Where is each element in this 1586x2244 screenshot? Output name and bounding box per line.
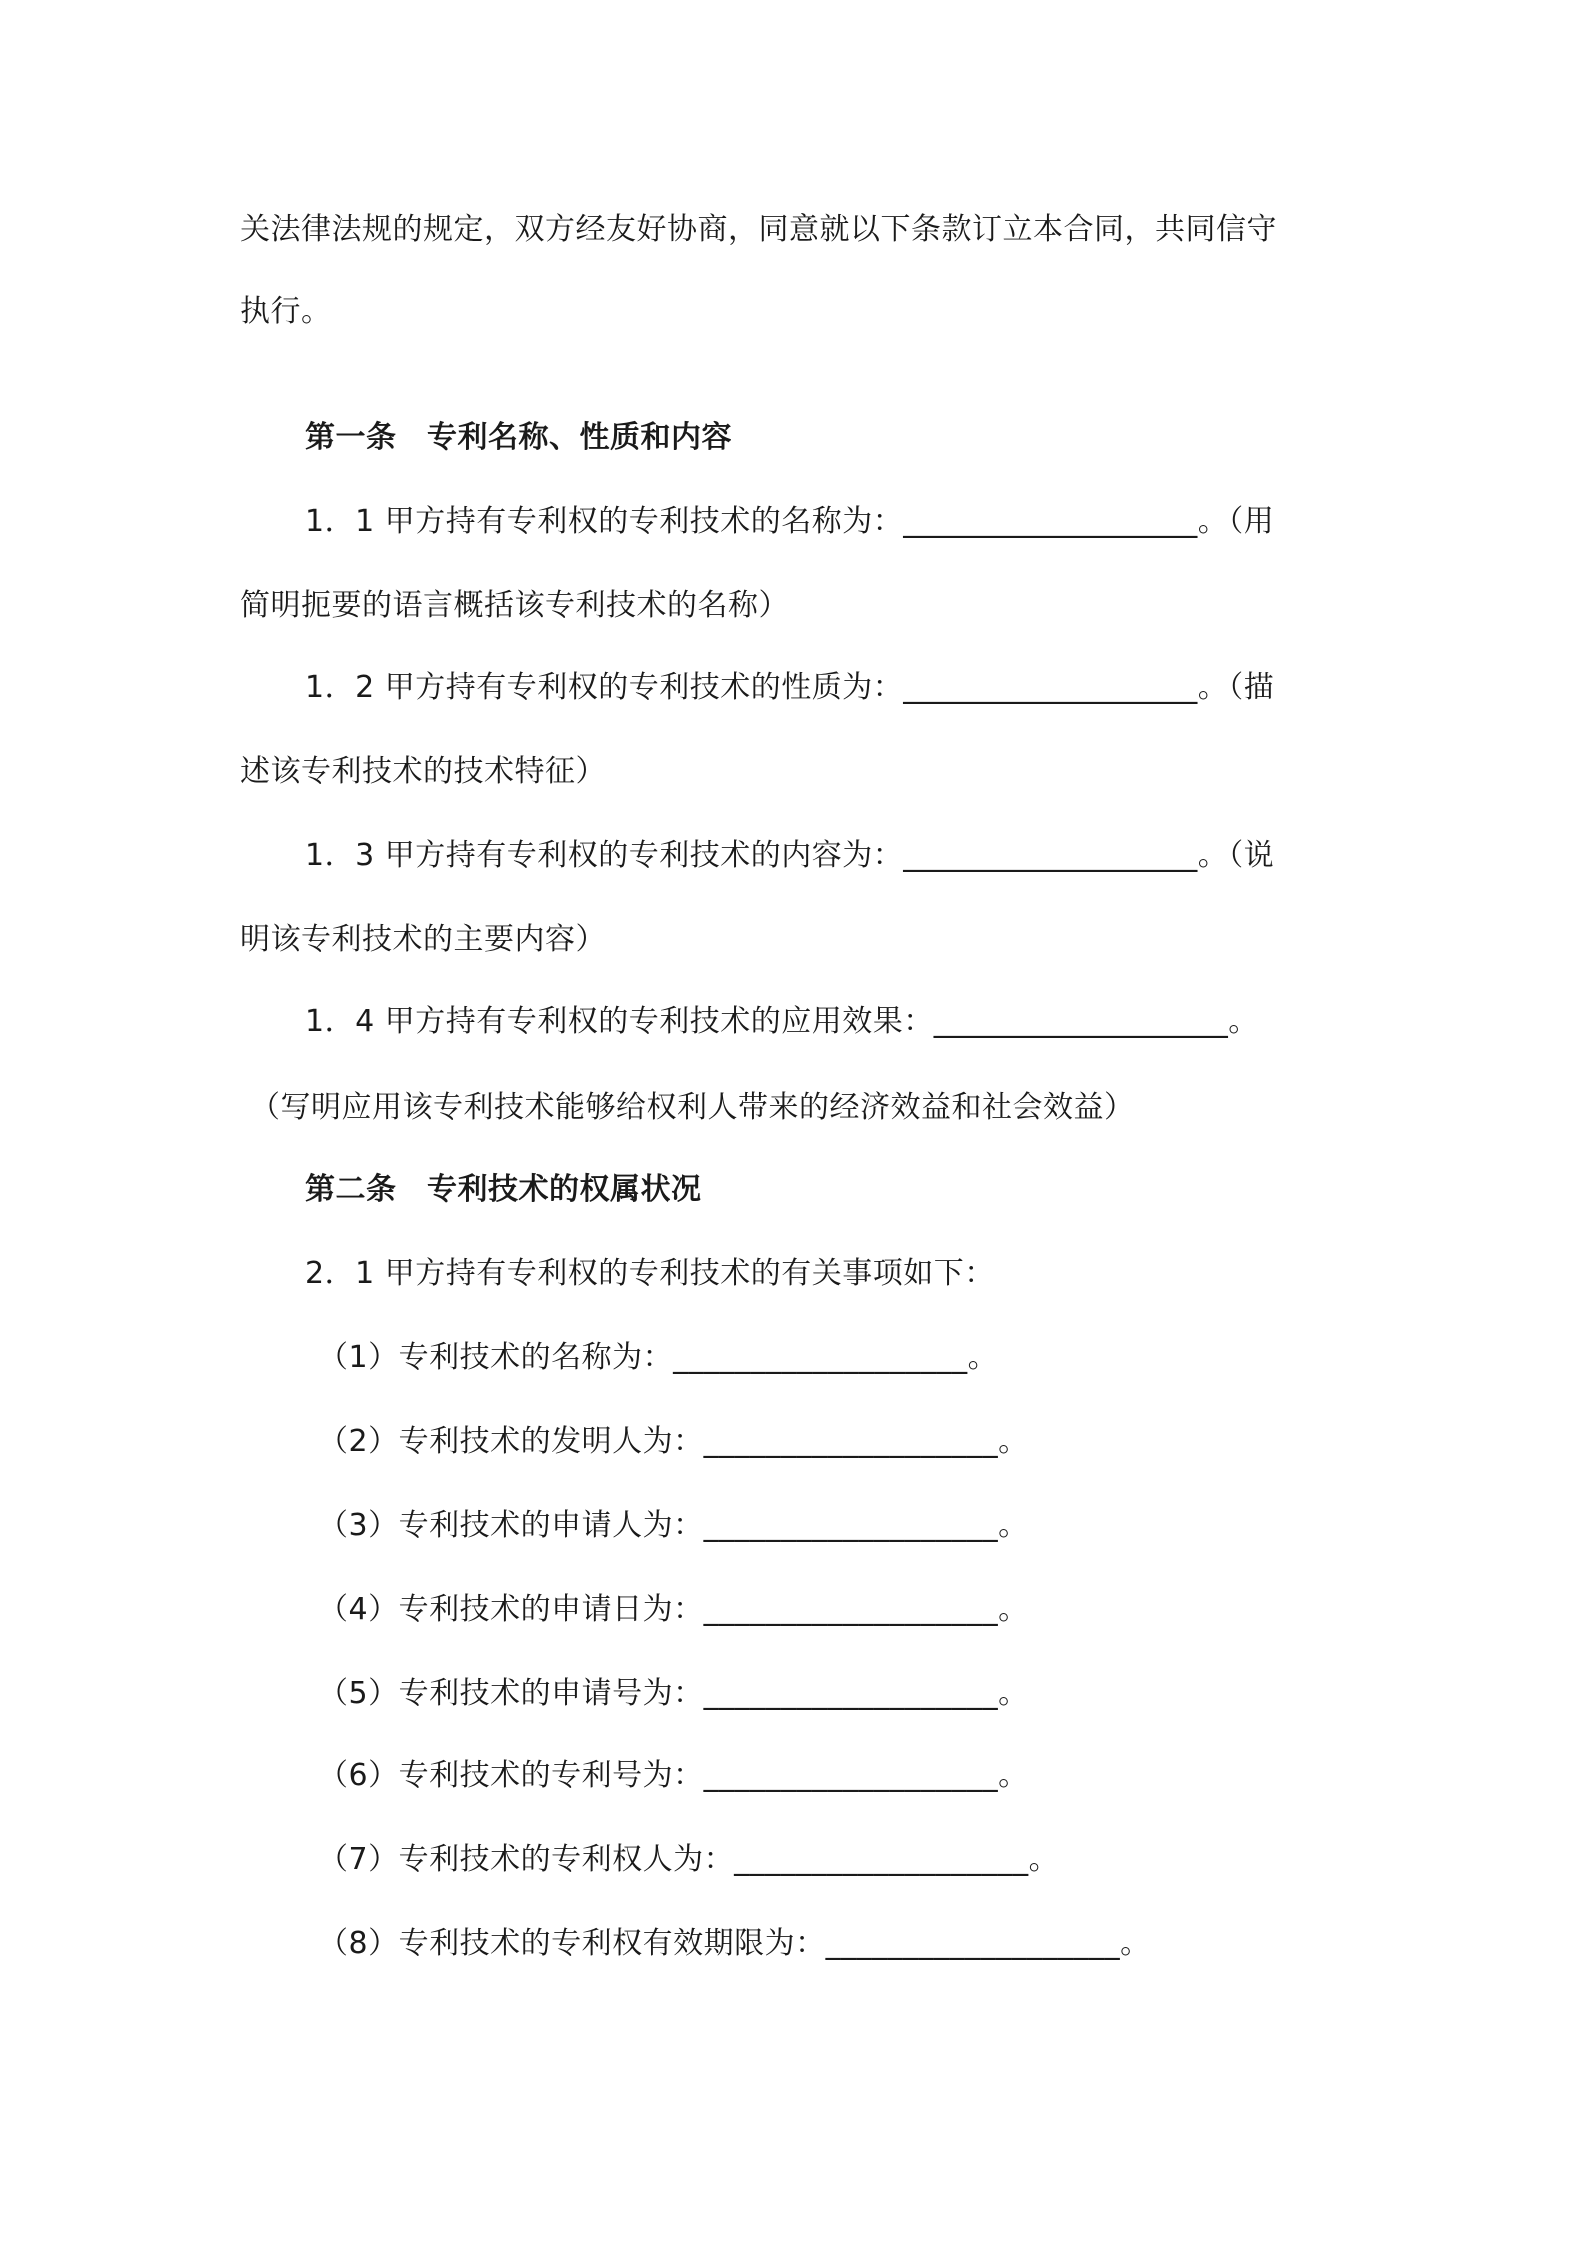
clause-1-4-line-1: 1．4 甲方持有专利权的专利技术的应用效果：___________________。 [305,1004,1259,1039]
intro-line-1: 关法律法规的规定，双方经友好协商，同意就以下条款订立本合同，共同信守 [240,212,1277,247]
clause-1-2-line-2: 述该专利技术的技术特征） [240,754,606,789]
list-item: （2）专利技术的发明人为：___________________。 [318,1424,1029,1459]
list-item: （7）专利技术的专利权人为：___________________。 [318,1842,1060,1877]
list-item: （8）专利技术的专利权有效期限为：___________________。 [318,1926,1151,1961]
clause-2-1: 2．1 甲方持有专利权的专利技术的有关事项如下： [305,1256,995,1291]
list-item: （4）专利技术的申请日为：___________________。 [318,1592,1029,1627]
article-2-heading: 第二条 专利技术的权属状况 [305,1172,702,1207]
clause-1-4-line-2: （写明应用该专利技术能够给权利人带来的经济效益和社会效益） [250,1090,1135,1125]
list-item: （5）专利技术的申请号为：___________________。 [318,1676,1029,1711]
list-item: （3）专利技术的申请人为：___________________。 [318,1508,1029,1543]
list-item: （1）专利技术的名称为：___________________。 [318,1340,999,1375]
intro-line-2: 执行。 [240,294,332,329]
clause-1-3-line-2: 明该专利技术的主要内容） [240,922,606,957]
list-item: （6）专利技术的专利号为：___________________。 [318,1758,1029,1793]
article-1-heading: 第一条 专利名称、性质和内容 [305,420,732,455]
clause-1-1-line-2: 简明扼要的语言概括该专利技术的名称） [240,588,789,623]
clause-1-3-line-1: 1．3 甲方持有专利权的专利技术的内容为：___________________。（说 [305,838,1275,873]
clause-1-1-line-1: 1．1 甲方持有专利权的专利技术的名称为：___________________。（用 [305,504,1275,539]
clause-1-2-line-1: 1．2 甲方持有专利权的专利技术的性质为：___________________。（描 [305,670,1275,705]
